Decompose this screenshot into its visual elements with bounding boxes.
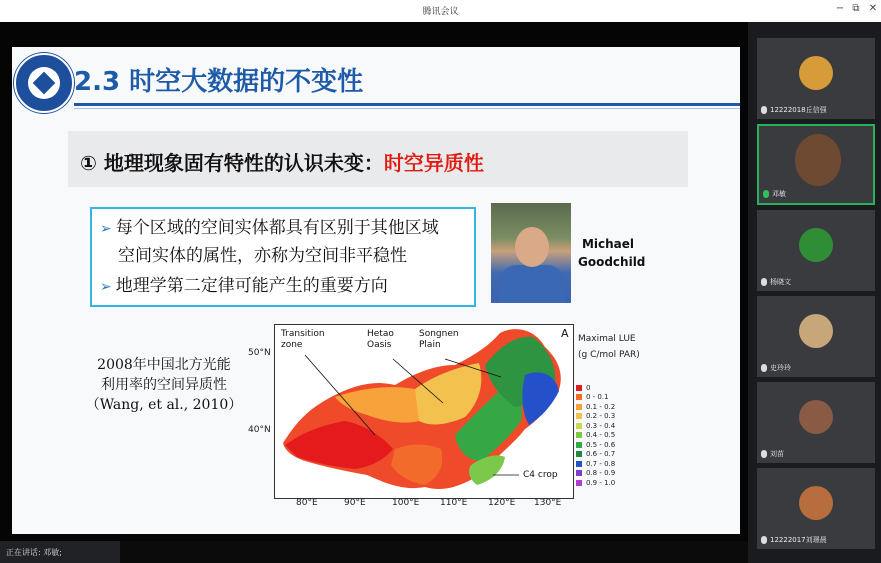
legend-label: 0.7 - 0.8: [586, 459, 616, 468]
slide-title: 2.3 时空大数据的不变性: [74, 67, 364, 97]
legend-swatch: [576, 404, 582, 410]
microphone-icon[interactable]: [761, 278, 767, 286]
participant-tile[interactable]: [757, 38, 875, 119]
participant-name: 史玲玲: [770, 364, 791, 372]
bullet-item: [100, 215, 439, 242]
map-caption: [84, 355, 244, 415]
person-name: [578, 235, 646, 271]
legend-swatch: [576, 413, 582, 419]
bullet-item: [100, 273, 388, 300]
person-last-name: Goodchild: [578, 255, 646, 269]
subhead-text: [80, 147, 484, 176]
caption-line-1: 2008年中国北方光能: [97, 357, 231, 373]
presentation-slide: [12, 47, 740, 534]
participant-tile[interactable]: [757, 124, 875, 205]
participant-name: 12222018丘信强: [770, 106, 827, 114]
lat-tick: 50°N: [248, 348, 271, 358]
participant-tile[interactable]: [757, 210, 875, 291]
legend-title: [578, 331, 640, 363]
caption-line-3: （Wang, et al., 2010）: [85, 397, 243, 413]
legend-item: [576, 412, 615, 422]
participant-name: 邓敏: [772, 190, 786, 198]
close-button[interactable]: ✕: [868, 3, 878, 14]
legend-swatch: [576, 461, 582, 467]
label-songnen-2: Plain: [419, 340, 441, 350]
legend-item: [576, 383, 615, 393]
label-songnen-1: Songnen: [419, 329, 459, 339]
participant-avatar: [799, 486, 833, 520]
legend-title-2: (g C/mol PAR): [578, 350, 640, 360]
subhead-highlight: 时空异质性: [383, 151, 484, 175]
status-bar: [0, 541, 120, 563]
participant-tile[interactable]: [757, 382, 875, 463]
legend-swatch: [576, 432, 582, 438]
microphone-icon[interactable]: [761, 106, 767, 114]
participant-name: 12222017刘璟晨: [770, 536, 827, 544]
bullet-text: 每个区域的空间实体都具有区别于其他区域: [115, 218, 439, 238]
legend-label: 0.3 - 0.4: [586, 421, 616, 430]
legend-label: 0.6 - 0.7: [586, 450, 616, 459]
legend-swatch: [576, 385, 582, 391]
portrait-photo: [491, 203, 571, 303]
lon-tick: 110°E: [440, 498, 468, 508]
region-northeast: [522, 372, 559, 425]
title-divider: [74, 103, 740, 106]
legend-label: 0.9 - 1.0: [586, 478, 616, 487]
legend-swatch: [576, 451, 582, 457]
legend-label: 0.8 - 0.9: [586, 469, 616, 478]
legend-label: 0.1 - 0.2: [586, 402, 616, 411]
legend-item: [576, 440, 615, 450]
legend-label: 0.4 - 0.5: [586, 431, 616, 440]
person-first-name: Michael: [581, 237, 635, 251]
legend-swatch: [576, 442, 582, 448]
microphone-icon[interactable]: [761, 364, 767, 372]
legend-title-1: Maximal LUE: [578, 334, 636, 344]
participant-label: [761, 535, 827, 545]
participant-avatar: [799, 400, 833, 434]
label-transition-2: zone: [281, 340, 303, 350]
legend-item: [576, 459, 615, 469]
participant-avatar: [799, 314, 833, 348]
restore-button[interactable]: ⧉: [852, 3, 860, 14]
bullet-arrow-icon: ➢: [100, 279, 112, 295]
speaking-status: 正在讲话: 邓敏;: [6, 548, 62, 557]
microphone-icon[interactable]: [761, 450, 767, 458]
lon-tick: 120°E: [488, 498, 516, 508]
participant-avatar: [795, 134, 841, 186]
caption-line-2: 利用率的空间异质性: [101, 377, 227, 393]
participant-avatar: [799, 56, 833, 90]
legend-swatch: [576, 470, 582, 476]
legend-label: 0.5 - 0.6: [586, 440, 616, 449]
legend-label: 0: [586, 383, 591, 392]
portrait-face: [515, 227, 549, 267]
subhead-banner: [68, 131, 688, 187]
participant-label: [761, 277, 791, 287]
title-bar: [0, 0, 881, 22]
microphone-icon[interactable]: [761, 536, 767, 544]
participant-label: [761, 105, 827, 115]
participant-name: 刘苗: [770, 450, 784, 458]
bullet-box: [90, 207, 476, 307]
bullet-continuation: 空间实体的属性，亦称为空间非平稳性: [118, 246, 407, 266]
label-transition: [281, 329, 325, 351]
participant-label: [761, 363, 791, 373]
lon-tick: 100°E: [392, 498, 420, 508]
legend-item: [576, 469, 615, 479]
label-transition-1: Transition: [281, 329, 325, 339]
label-c4-crop: C4 crop: [523, 470, 558, 480]
participant-name: 杨晓文: [770, 278, 791, 286]
legend: [576, 383, 615, 488]
participant-avatar: [799, 228, 833, 262]
lue-map: [274, 324, 574, 499]
legend-swatch: [576, 423, 582, 429]
lon-tick: 90°E: [344, 498, 366, 508]
label-hetao-2: Oasis: [367, 340, 392, 350]
legend-label: 0 - 0.1: [586, 393, 609, 402]
panel-letter: A: [561, 327, 569, 340]
portrait-shirt: [499, 265, 565, 303]
lat-tick: 40°N: [248, 425, 271, 435]
legend-item: [576, 450, 615, 460]
label-hetao: [367, 329, 394, 351]
label-hetao-1: Hetao: [367, 329, 394, 339]
subhead-prefix: ① 地理现象固有特性的认识未变：: [80, 151, 384, 175]
lon-tick: 80°E: [296, 498, 318, 508]
lon-tick: 130°E: [534, 498, 562, 508]
microphone-icon[interactable]: [763, 190, 769, 198]
window-title: 腾讯会议: [422, 7, 459, 17]
legend-swatch: [576, 394, 582, 400]
participant-label: [763, 189, 786, 199]
participant-panel: [748, 22, 881, 563]
university-logo-icon: [14, 53, 74, 113]
bullet-arrow-icon: ➢: [100, 221, 112, 237]
participant-label: [761, 449, 784, 459]
legend-label: 0.2 - 0.3: [586, 412, 616, 421]
legend-item: [576, 421, 615, 431]
legend-item: [576, 478, 615, 488]
bullet-text: 地理学第二定律可能产生的重要方向: [115, 276, 388, 296]
legend-swatch: [576, 480, 582, 486]
label-songnen: [419, 329, 459, 351]
participant-tile[interactable]: [757, 468, 875, 549]
title-divider-thin: [74, 108, 740, 109]
legend-item: [576, 431, 615, 441]
minimize-button[interactable]: −: [835, 3, 845, 14]
legend-item: [576, 402, 615, 412]
participant-tile[interactable]: [757, 296, 875, 377]
legend-item: [576, 393, 615, 403]
